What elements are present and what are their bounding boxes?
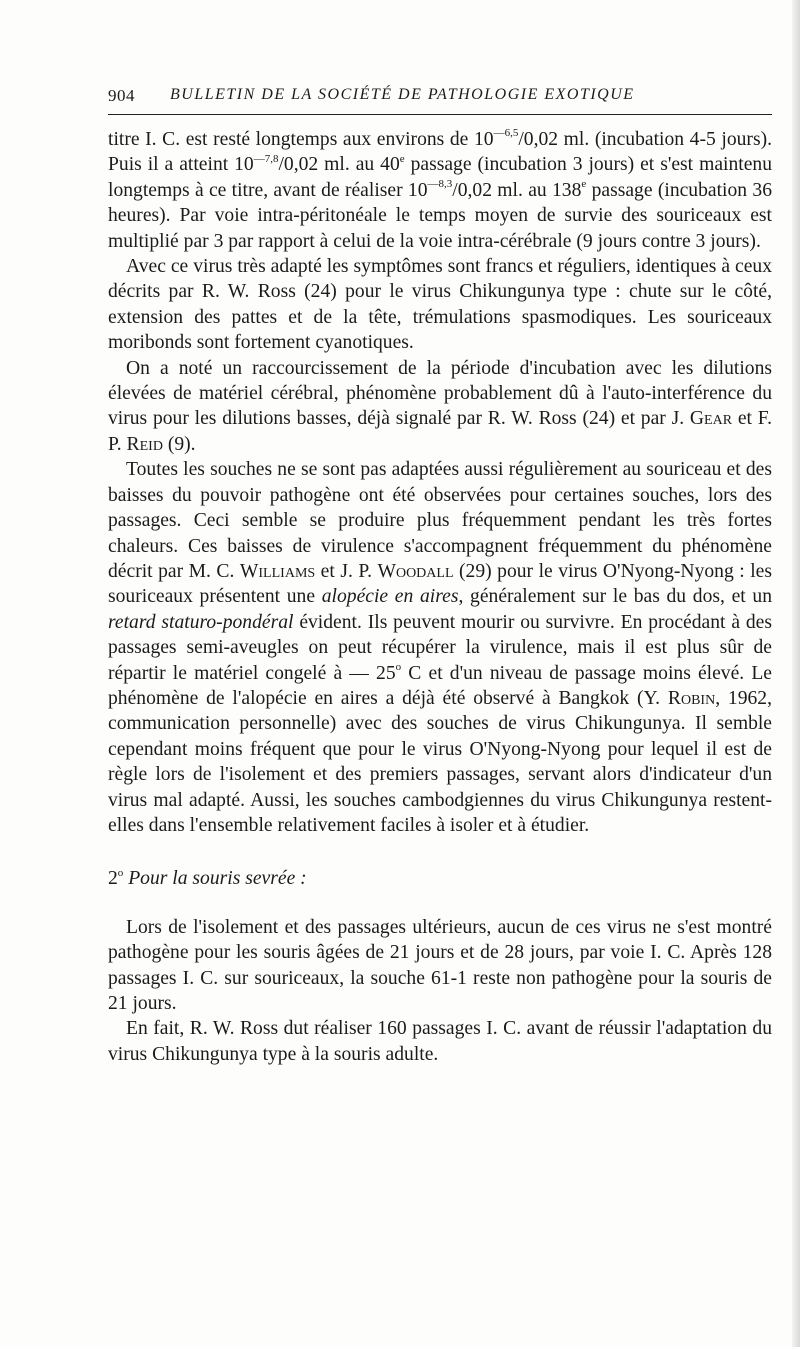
paragraph-adaptation: En fait, R. W. Ross dut réaliser 160 passages I. C. avant de réussir l'adaptation du virus Chikungunya type à la souris adulte.: [108, 1018, 772, 1065]
text-run: titre I. C. est resté longtemps aux environs de 10: [108, 129, 494, 150]
text-run: On a noté un raccourcissement de la période d'incubation avec les dilutions élevées de matériel cérébral, phénomène probablement dû à l'auto-interférence du virus pour les dilutions basses, déjà signalé par R. W. Ross (24) et par J.: [108, 357, 772, 430]
section-subheading: [108, 866, 772, 891]
text-run: /0,02 ml. (incubation 4-5 jours). Puis il a atteint 10: [108, 129, 772, 176]
exponent: —7,8: [253, 152, 279, 165]
running-header: [108, 86, 772, 114]
text-run: /0,02 ml. au 40: [278, 154, 400, 176]
text-run: (29) pour le virus O'Nyong-Nyong : les souriceaux présentent une: [108, 560, 772, 608]
author-name: Reid: [126, 433, 163, 455]
text-run: et J. P.: [315, 560, 378, 582]
text-run: , 1962, communication personnelle) avec des souches de virus Chikungunya. Il semble cependant moins fréquent que pour le virus O'Nyong-Nyong pour lequel il est de règle lors de l'isolement et des premiers passages, servant alors d'indicateur d'un virus mal adapté. Aussi, les souches cambodgiennes du virus Chikungunya restent-elles dans l'ensemble relativement faciles à isoler et à étudier.: [108, 687, 772, 836]
ordinal-suffix: o: [117, 866, 124, 879]
text-run: passage (incubation 3 jours) et s'est maintenu longtemps à ce titre, avant de réaliser 10: [108, 154, 772, 201]
running-title: BULLETIN DE LA SOCIÉTÉ DE PATHOLOGIE EXOTIQUE: [170, 86, 635, 103]
text-run: (9).: [162, 433, 196, 455]
author-name: Robin: [667, 687, 716, 709]
article-body: [108, 127, 772, 1067]
exponent: —6,5: [493, 127, 519, 140]
text-run: et F. P.: [108, 408, 772, 455]
exponent: —8,3: [427, 178, 453, 191]
section-number: 2: [108, 868, 118, 890]
text-run: , généralement sur le bas du dos, et un: [458, 586, 773, 608]
italic-term: alopécie en aires: [321, 586, 459, 608]
paragraph-souches: [108, 457, 772, 838]
text-run: C et d'un niveau de passage moins élevé. Le phénomène de l'alopécie en aires a déjà été observé à Bangkok (Y.: [108, 662, 772, 709]
page-number: 904: [108, 86, 135, 105]
text-run: passage (incubation 36 heures). Par voie intra-péritonéale le temps moyen de survie des souriceaux est multiplié par 3 par rapport à celui de la voie intra-cérébrale (9 jours contre 3 jours).: [108, 179, 772, 252]
ordinal-suffix: e: [581, 178, 587, 191]
italic-term: retard staturo-pondéral: [108, 611, 294, 633]
text-run: /0,02 ml. au 138: [452, 179, 582, 201]
author-name: Gear: [689, 408, 733, 430]
paragraph-titre: [108, 127, 772, 254]
paragraph-symptomes: Avec ce virus très adapté les symptômes sont francs et réguliers, identiques à ceux décrits par R. W. Ross (24) pour le virus Chikungunya type : chute sur le côté, extension des pattes et de la tête, trémulations spasmodiques. Les souriceaux moribonds sont fortement cyanotiques.: [108, 256, 772, 354]
text-run: Toutes les souches ne se sont pas adaptées aussi régulièrement au souriceau et des baisses du pouvoir pathogène ont été observées pour certaines souches, lors des passages. Ceci semble se produire plus fréquemment pendant les très fortes chaleurs. Ces baisses de virulence s'accompagnent fréquemment du phénomène décrit par M. C.: [108, 459, 772, 582]
section-title: Pour la souris sevrée :: [123, 868, 307, 890]
header-rule: [108, 114, 772, 115]
page-edge-shadow: [792, 0, 800, 1347]
paragraph-isolement: Lors de l'isolement et des passages ultérieurs, aucun de ces virus ne s'est montré pathogène pour les souris âgées de 21 jours et de 28 jours, par voie I. C. Après 128 passages I. C. sur souriceaux, la souche 61-1 reste non pathogène pour la souris de 21 jours.: [108, 916, 772, 1014]
ordinal-suffix: e: [399, 152, 405, 165]
paragraph-incubation: [108, 356, 772, 458]
author-name: Williams: [239, 560, 316, 582]
text-run: évident. Ils peuvent mourir ou survivre. En procédant à des passages semi-aveugles on peut récupérer la virulence, mais il est plus sûr de répartir le matériel congelé à — 25: [108, 611, 772, 684]
author-name: Woodall: [377, 560, 454, 582]
degree-sign: o: [395, 661, 402, 673]
